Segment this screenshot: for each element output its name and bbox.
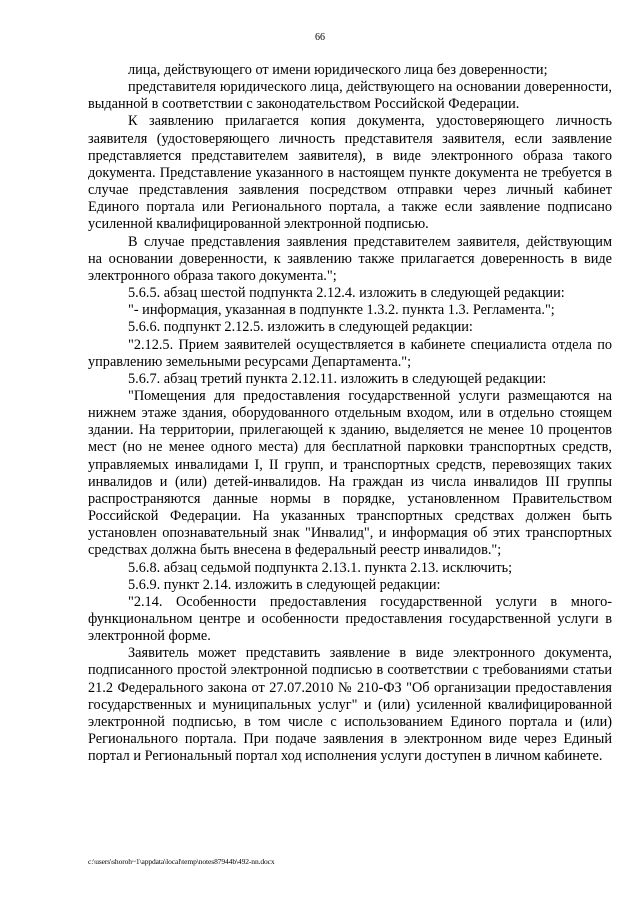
paragraph: К заявлению прилагается копия документа, удостоверяющего личность заявителя (удостоверяющего личность представителя заявителя, если заявление представляется представителем заявителя), в виде электронного образа такого документа. Представление указанного в настоящем пункте документа не требуется в случае представления заявления посредством отправки через личный кабинет Единого портала или Регионального портала, а также если заявление подписано усиленной квалифицированной электронной подписью.	[88, 113, 612, 233]
paragraph: В случае представления заявления представителем заявителя, действующим на основании доверенности, к заявлению также прилагается доверенность в виде электронного образа такого документа.";	[88, 233, 612, 284]
paragraph: Заявитель может представить заявление в виде электронного документа, подписанного простой электронной подписью в соответствии с требованиями статьи 21.2 Федерального закона от 27.07.2010 № 210-ФЗ "Об организации предоставления государственных и муниципальных услуг" и (или) усиленной квалифицированной электронной подписью, в том числе с использованием Единого портала и (или) Регионального портала. При подаче заявления в электронном виде через Единый портал и Региональный портал ход исполнения услуги доступен в личном кабинете.	[88, 645, 612, 765]
paragraph: 5.6.7. абзац третий пункта 2.12.11. изложить в следующей редакции:	[128, 370, 547, 387]
footer-file-path: c:\users\shoroh~1\appdata\local\temp\notes87944b\492-nn.docx	[88, 857, 275, 866]
paragraph: "2.12.5. Прием заявителей осуществляется в кабинете специалиста отдела по управлению земельными ресурсами Департамента.";	[88, 336, 612, 370]
paragraph: "2.14. Особенности предоставления государственной услуги в много-функциональном центре и особенности предоставления государственной услуги в электронной форме.	[88, 593, 612, 645]
paragraph: представителя юридического лица, действующего на основании доверенности, выданной в соответствии с законодательством Российской Федерации.	[88, 79, 612, 113]
paragraph: лица, действующего от имени юридического лица без доверенности;	[128, 62, 548, 78]
document-body	[88, 62, 612, 765]
paragraph: 5.6.5. абзац шестой подпункта 2.12.4. изложить в следующей редакции:	[128, 285, 565, 302]
paragraph: "- информация, указанная в подпункте 1.3.2. пункта 1.3. Регламента.";	[128, 302, 555, 319]
paragraph: "Помещения для предоставления государственной услуги размещаются на нижнем этаже здания, оборудованного отдельным входом, или в отдельно стоящем здании. На территории, прилегающей к зданию, выделяется не менее 10 процентов мест (но не менее одного места) для бесплатной парковки транспортных средств, управляемых инвалидами I, II групп, и транспортных средств, перевозящих таких инвалидов и (или) детей-инвалидов. На граждан из числа инвалидов III группы распространяются данные нормы в порядке, установленном Правительством Российской Федерации. На указанных транспортных средствах должен быть установлен опознавательный знак "Инвалид", и информация об этих транспортных средствах должна быть внесена в федеральный реестр инвалидов.";	[88, 387, 612, 559]
paragraph: 5.6.6. подпункт 2.12.5. изложить в следующей редакции:	[128, 319, 473, 336]
paragraph: 5.6.8. абзац седьмой подпункта 2.13.1. пункта 2.13. исключить;	[128, 559, 513, 576]
paragraph: 5.6.9. пункт 2.14. изложить в следующей редакции:	[128, 576, 441, 593]
page-number: 66	[315, 32, 325, 43]
